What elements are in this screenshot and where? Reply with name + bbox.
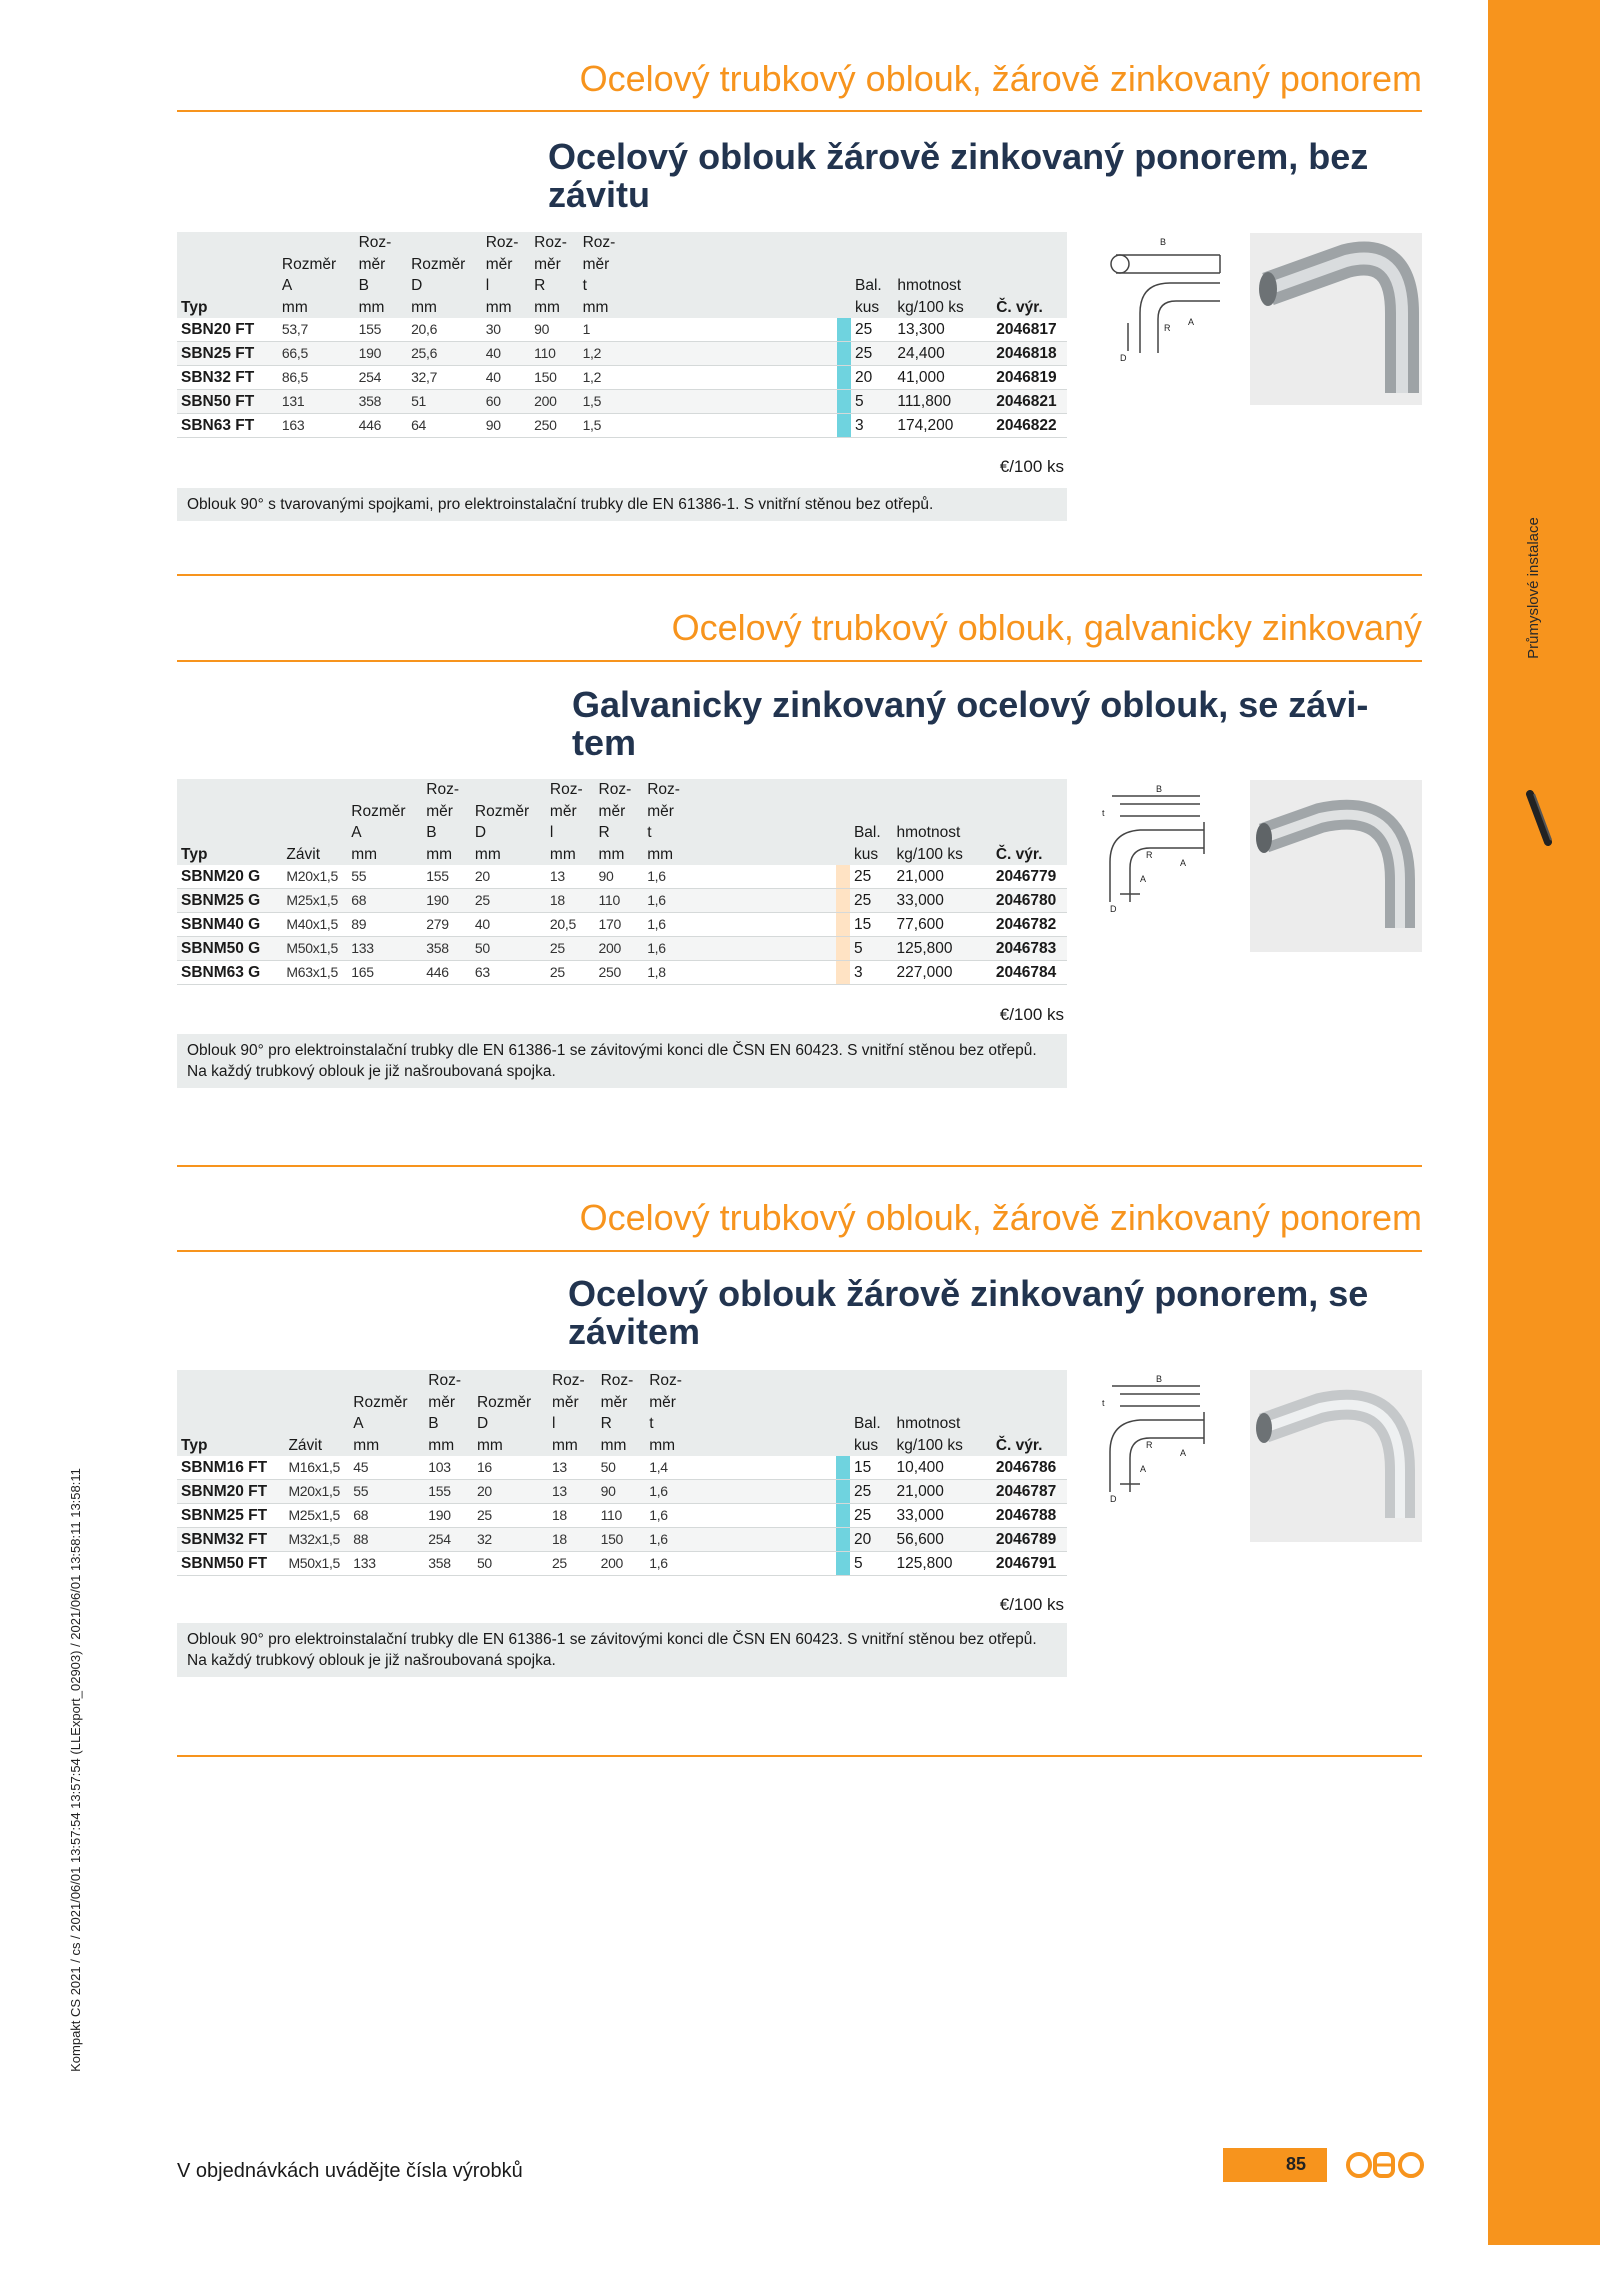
conduit-pipe-icon	[1520, 790, 1560, 850]
section-3-category: Ocelový trubkový oblouk, žárově zinkovaný ponorem	[579, 1197, 1422, 1238]
svg-text:B: B	[1156, 784, 1163, 794]
col-typ: Typ	[181, 845, 208, 863]
section-2-table	[177, 779, 1067, 985]
table-row: SBN25 FT 66,5 190 25,6 40 110 1,2 25 24,400 2046818	[177, 342, 1067, 366]
svg-text:R: R	[1164, 323, 1171, 333]
section-2-top-rule	[177, 660, 1422, 662]
col-b: Roz- měr B mm	[426, 781, 459, 863]
col-l: Roz- měr l mm	[549, 781, 583, 863]
col-r: Roz- měr R mm	[598, 781, 632, 863]
svg-text:A: A	[1180, 1448, 1187, 1458]
col-a: Rozměr A mm	[281, 255, 337, 316]
table-row: SBNM25 G M25x1,5 68 190 25 18 110 1,6 25 33,000 2046780	[177, 889, 1067, 913]
col-b: Roz- měr B mm	[428, 1372, 462, 1454]
section-3-description: Oblouk 90° pro elektroinstalační trubky dle EN 61386-1 se závitovými konci dle ČSN EN 60423. S vnitřní stěnou bez otřepů. Na každý trubkový oblouk je již našroubovaná spojka.	[177, 1623, 1067, 1677]
table-header-row	[177, 1370, 1067, 1456]
svg-text:D: D	[1110, 904, 1117, 912]
col-zavit: Závit	[286, 845, 320, 863]
section-2-separator	[177, 574, 1422, 576]
col-l: Roz- měr l mm	[551, 1372, 585, 1454]
col-b: Roz- měr B mm	[358, 234, 392, 316]
section-1-top-rule	[177, 110, 1422, 112]
page-number: 85	[1285, 2154, 1307, 2174]
table-row: SBNM63 G M63x1,5 165 446 63 25 250 1,8 3 227,000 2046784	[177, 961, 1067, 985]
section-3-table	[177, 1370, 1067, 1576]
col-bal: Bal. kus	[853, 1415, 881, 1454]
section-2-category: Ocelový trubkový oblouk, galvanicky zinkovaný	[671, 607, 1422, 648]
col-bal: Bal. kus	[853, 824, 881, 863]
table-header-row	[177, 779, 1067, 865]
svg-text:t: t	[1102, 1398, 1105, 1408]
svg-text:D: D	[1120, 353, 1127, 363]
section-3-product-title: Ocelový oblouk žárově zinkovaný ponorem, se závitem	[568, 1273, 1369, 1352]
table-row: SBN20 FT 53,7 155 20,6 30 90 1 25 13,300 2046817	[177, 318, 1067, 342]
price-unit-note: €/100 ks	[999, 1005, 1064, 1024]
table-row: SBNM16 FT M16x1,5 45 103 16 13 50 1,4 15 10,400 2046786	[177, 1456, 1067, 1480]
col-r: Roz- měr R mm	[600, 1372, 634, 1454]
col-bal: Bal. kus	[854, 277, 882, 316]
table-row: SBNM20 G M20x1,5 55 155 20 13 90 1,6 25 21,000 2046779	[177, 865, 1067, 889]
col-t: Roz- měr t mm	[582, 234, 616, 316]
col-typ: Typ	[181, 298, 208, 316]
table-row: SBNM20 FT M20x1,5 55 155 20 13 90 1,6 25 21,000 2046787	[177, 1480, 1067, 1504]
col-zavit: Závit	[288, 1436, 323, 1454]
col-a: Rozměr A mm	[353, 1393, 408, 1454]
col-l: Roz- měr l mm	[485, 234, 519, 316]
table-header-row	[177, 232, 1067, 318]
col-weight: hmotnost kg/100 ks	[897, 277, 964, 316]
table-row: SBNM50 G M50x1,5 133 358 50 25 200 1,6 5 125,800 2046783	[177, 937, 1067, 961]
price-unit-note: €/100 ks	[999, 457, 1064, 476]
section-3-separator	[177, 1165, 1422, 1167]
section-3-top-rule	[177, 1250, 1422, 1252]
svg-text:A: A	[1188, 317, 1195, 327]
col-art: Č. výr.	[995, 845, 1043, 863]
section-1-product-photo	[1250, 233, 1422, 405]
section-2-dimension-diagram	[1100, 782, 1238, 912]
col-art: Č. výr.	[996, 298, 1043, 316]
col-d: Rozměr D mm	[474, 802, 530, 863]
col-weight: hmotnost kg/100 ks	[896, 824, 963, 863]
table-row: SBNM50 FT M50x1,5 133 358 50 25 200 1,6 5 125,800 2046791	[177, 1552, 1067, 1576]
svg-text:A: A	[1180, 858, 1187, 868]
table-row: SBNM40 G M40x1,5 89 279 40 20,5 170 1,6 15 77,600 2046782	[177, 913, 1067, 937]
table-row: SBNM32 FT M32x1,5 88 254 32 18 150 1,6 20 56,600 2046789	[177, 1528, 1067, 1552]
svg-text:A: A	[1140, 874, 1147, 884]
sidebar-band	[1488, 0, 1600, 2245]
print-code: Kompakt CS 2021 / cs / 2021/06/01 13:57:54 13:57:54 (LLExport_02903) / 2021/06/01 13:58:11 13:58:11	[68, 1468, 83, 2072]
col-d: Rozměr D mm	[476, 1393, 532, 1454]
section-1-table	[177, 232, 1067, 438]
section-1-category: Ocelový trubkový oblouk, žárově zinkovaný ponorem	[579, 58, 1422, 99]
svg-text:R: R	[1146, 1440, 1153, 1450]
svg-text:B: B	[1160, 237, 1167, 247]
col-typ: Typ	[181, 1436, 208, 1454]
section-2-description: Oblouk 90° pro elektroinstalační trubky dle EN 61386-1 se závitovými konci dle ČSN EN 60423. S vnitřní stěnou bez otřepů. Na každý trubkový oblouk je již našroubovaná spojka.	[177, 1034, 1067, 1088]
section-1-description: Oblouk 90° s tvarovanými spojkami, pro elektroinstalační trubky dle EN 61386-1. S vnitřní stěnou bez otřepů.	[177, 488, 1067, 521]
table-row: SBN32 FT 86,5 254 32,7 40 150 1,2 20 41,000 2046819	[177, 366, 1067, 390]
section-1-dimension-diagram	[1100, 233, 1238, 363]
col-a: Rozměr A mm	[351, 802, 406, 863]
table-row: SBNM25 FT M25x1,5 68 190 25 18 110 1,6 25 33,000 2046788	[177, 1504, 1067, 1528]
section-1-product-title: Ocelový oblouk žárově zinkovaný ponorem, bez závitu	[548, 136, 1369, 215]
col-weight: hmotnost kg/100 ks	[896, 1415, 963, 1454]
section-3-dimension-diagram	[1100, 1372, 1238, 1502]
sidebar-category-label: Průmyslové instalace	[1525, 517, 1542, 659]
table-row: SBN63 FT 163 446 64 90 250 1,5 3 174,200 2046822	[177, 414, 1067, 438]
obo-logo	[1345, 2150, 1425, 2180]
section-3-product-photo	[1250, 1370, 1422, 1542]
col-t: Roz- měr t mm	[649, 1372, 682, 1454]
svg-text:B: B	[1156, 1374, 1163, 1384]
svg-text:R: R	[1146, 850, 1153, 860]
section-2-product-title: Galvanicky zinkovaný ocelový oblouk, se závi-tem	[572, 684, 1369, 763]
col-t: Roz- měr t mm	[647, 781, 680, 863]
section-2-product-photo	[1250, 780, 1422, 952]
order-note: V objednávkách uvádějte čísla výrobků	[177, 2160, 523, 2182]
col-r: Roz- měr R mm	[534, 234, 567, 316]
table-row: SBN50 FT 131 358 51 60 200 1,5 5 111,800 2046821	[177, 390, 1067, 414]
col-d: Rozměr D mm	[411, 255, 466, 316]
svg-text:t: t	[1102, 808, 1105, 818]
section-3-bottom-rule	[177, 1755, 1422, 1757]
svg-text:A: A	[1140, 1464, 1147, 1474]
svg-text:D: D	[1110, 1494, 1117, 1502]
col-art: Č. výr.	[995, 1436, 1043, 1454]
price-unit-note: €/100 ks	[999, 1595, 1064, 1614]
